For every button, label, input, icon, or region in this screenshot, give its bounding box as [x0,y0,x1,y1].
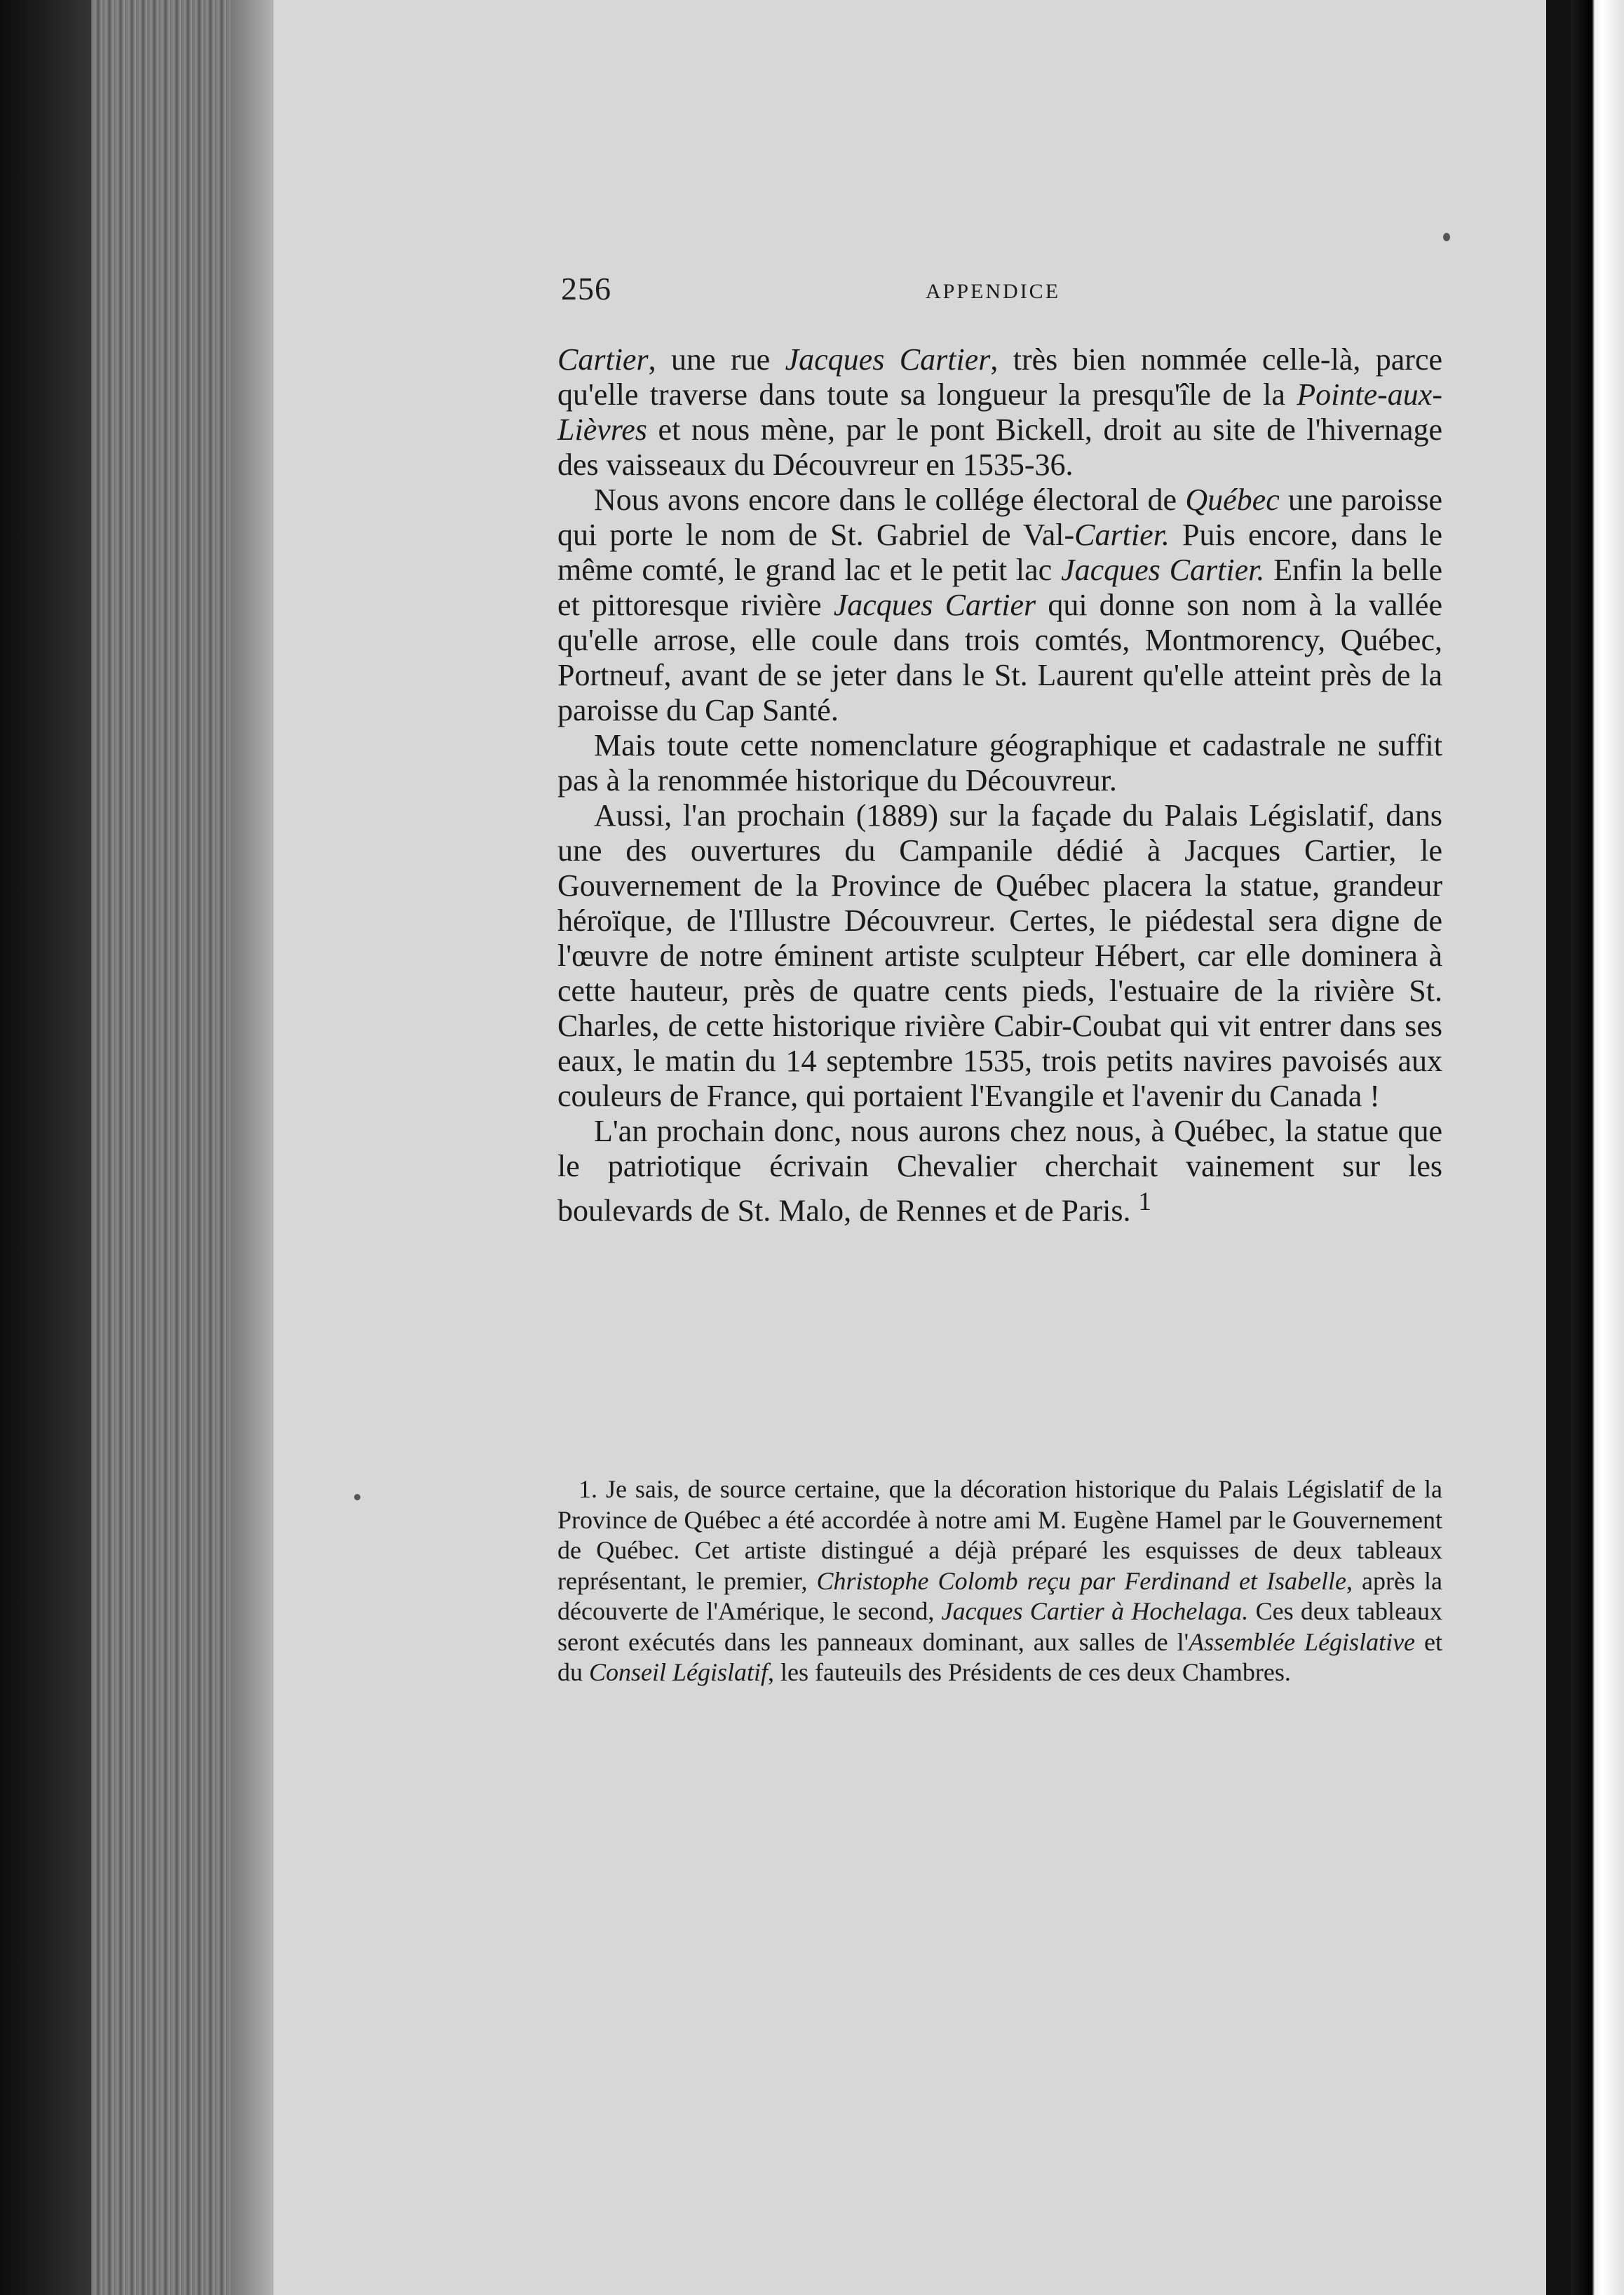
text-run: 1. Je sais, de source certaine, que la décoration historique du Palais Législatif de la Province de Québec a été accordée à notre ami M. Eugène Hamel par le Gouvernement de Québec. Cet artiste distingué a déjà préparé les esquisses de deux tableaux représentant, le premier, [557,1475,1442,1595]
footnote-paragraph [557,1474,1442,1688]
page-number: 256 [561,271,611,307]
italic-text: Québec [1185,483,1280,517]
italic-text: Pointe-aux-Lièvres [557,377,1442,447]
text-run: Enfin la belle et pittoresque rivière [557,553,1443,622]
italic-text: Cartier [557,342,649,377]
italic-text: Christophe Colomb reçu par Ferdinand et Isabelle [816,1566,1346,1595]
italic-text: Jacques Cartier [833,588,1036,622]
paragraph: Mais toute cette nomenclature géographique et cadastrale ne suffit pas à la renommée historique du Découvreur. [557,728,1442,797]
body-text [557,342,1442,1229]
text-run: Ces deux tableaux seront exécutés dans les panneaux dominant, aux salles de l' [557,1597,1443,1656]
italic-text: Conseil Législatif [589,1658,769,1686]
paragraph [557,483,1442,728]
page-speck [354,1494,360,1500]
text-run: et nous mène, par le pont Bickell, droit au site de l'hivernage des vaisseaux du Découvreur en 1535-36. [557,412,1442,482]
italic-text: Jacques Cartier à Hochelaga. [941,1597,1249,1625]
running-head [561,270,1087,312]
italic-text: Assemblée Législative [1189,1627,1416,1656]
text-run: , les fauteuils des Présidents de ces deux Chambres. [768,1658,1291,1686]
footnote [557,1474,1442,1688]
text-run: une paroisse qui porte le nom de St. Gabriel de Val- [557,483,1442,552]
italic-text: Jacques Cartier. [1061,553,1265,587]
text-run: qui donne son nom à la vallée qu'elle arrose, elle coule dans trois comtés, Montmorency, Québec, Portneuf, avant de se jeter dans le St. Laurent qu'elle atteint près de la paroisse du Cap Santé. [557,588,1442,727]
text-run: L'an prochain donc, nous aurons chez nous, à Québec, la statue que le patriotique écrivain Chevalier cherchait vainement sur les boulevards de St. Malo, de Rennes et de Paris. [557,1114,1442,1228]
footnote-ref: 1 [1138,1187,1151,1216]
paragraph [557,342,1442,483]
italic-text: Jacques Cartier [785,342,991,377]
text-run: , une rue [648,342,785,377]
italic-text: Cartier. [1074,518,1170,552]
text-run: Puis encore, dans le même comté, le grand lac et le petit lac [557,518,1442,587]
scan-left-edge [0,0,105,2295]
scan-right-edge [1571,0,1624,2295]
text-run: , très bien nommée celle-là, parce qu'elle traverse dans toute sa longueur la presqu'île de la [557,342,1442,412]
text-run: , après la découverte de l'Amérique, le second, [557,1566,1442,1625]
paragraph [557,1114,1442,1229]
text-run: et du [557,1627,1443,1686]
paragraph: Aussi, l'an prochain (1889) sur la façade du Palais Législatif, dans une des ouvertures du Campanile dédié à Jacques Cartier, le Gouvernement de la Province de Québec placera la statue, grandeur héroïque, de l'Illustre Découvreur. Certes, le piédestal sera digne de l'œuvre de notre éminent artiste sculpteur Hébert, car elle dominera à cette hauteur, près de quatre cents pieds, l'estuaire de la rivière St. Charles, de cette historique rivière Cabir-Coubat qui vit entrer dans ses eaux, le matin du 14 septembre 1535, trois petits navires pavoisés aux couleurs de France, qui portaient l'Evangile et l'avenir du Canada ! [557,798,1442,1113]
page-speck [1443,233,1450,241]
text-run: Nous avons encore dans le collége électoral de [594,483,1186,517]
running-title: APPENDICE [926,280,1061,303]
